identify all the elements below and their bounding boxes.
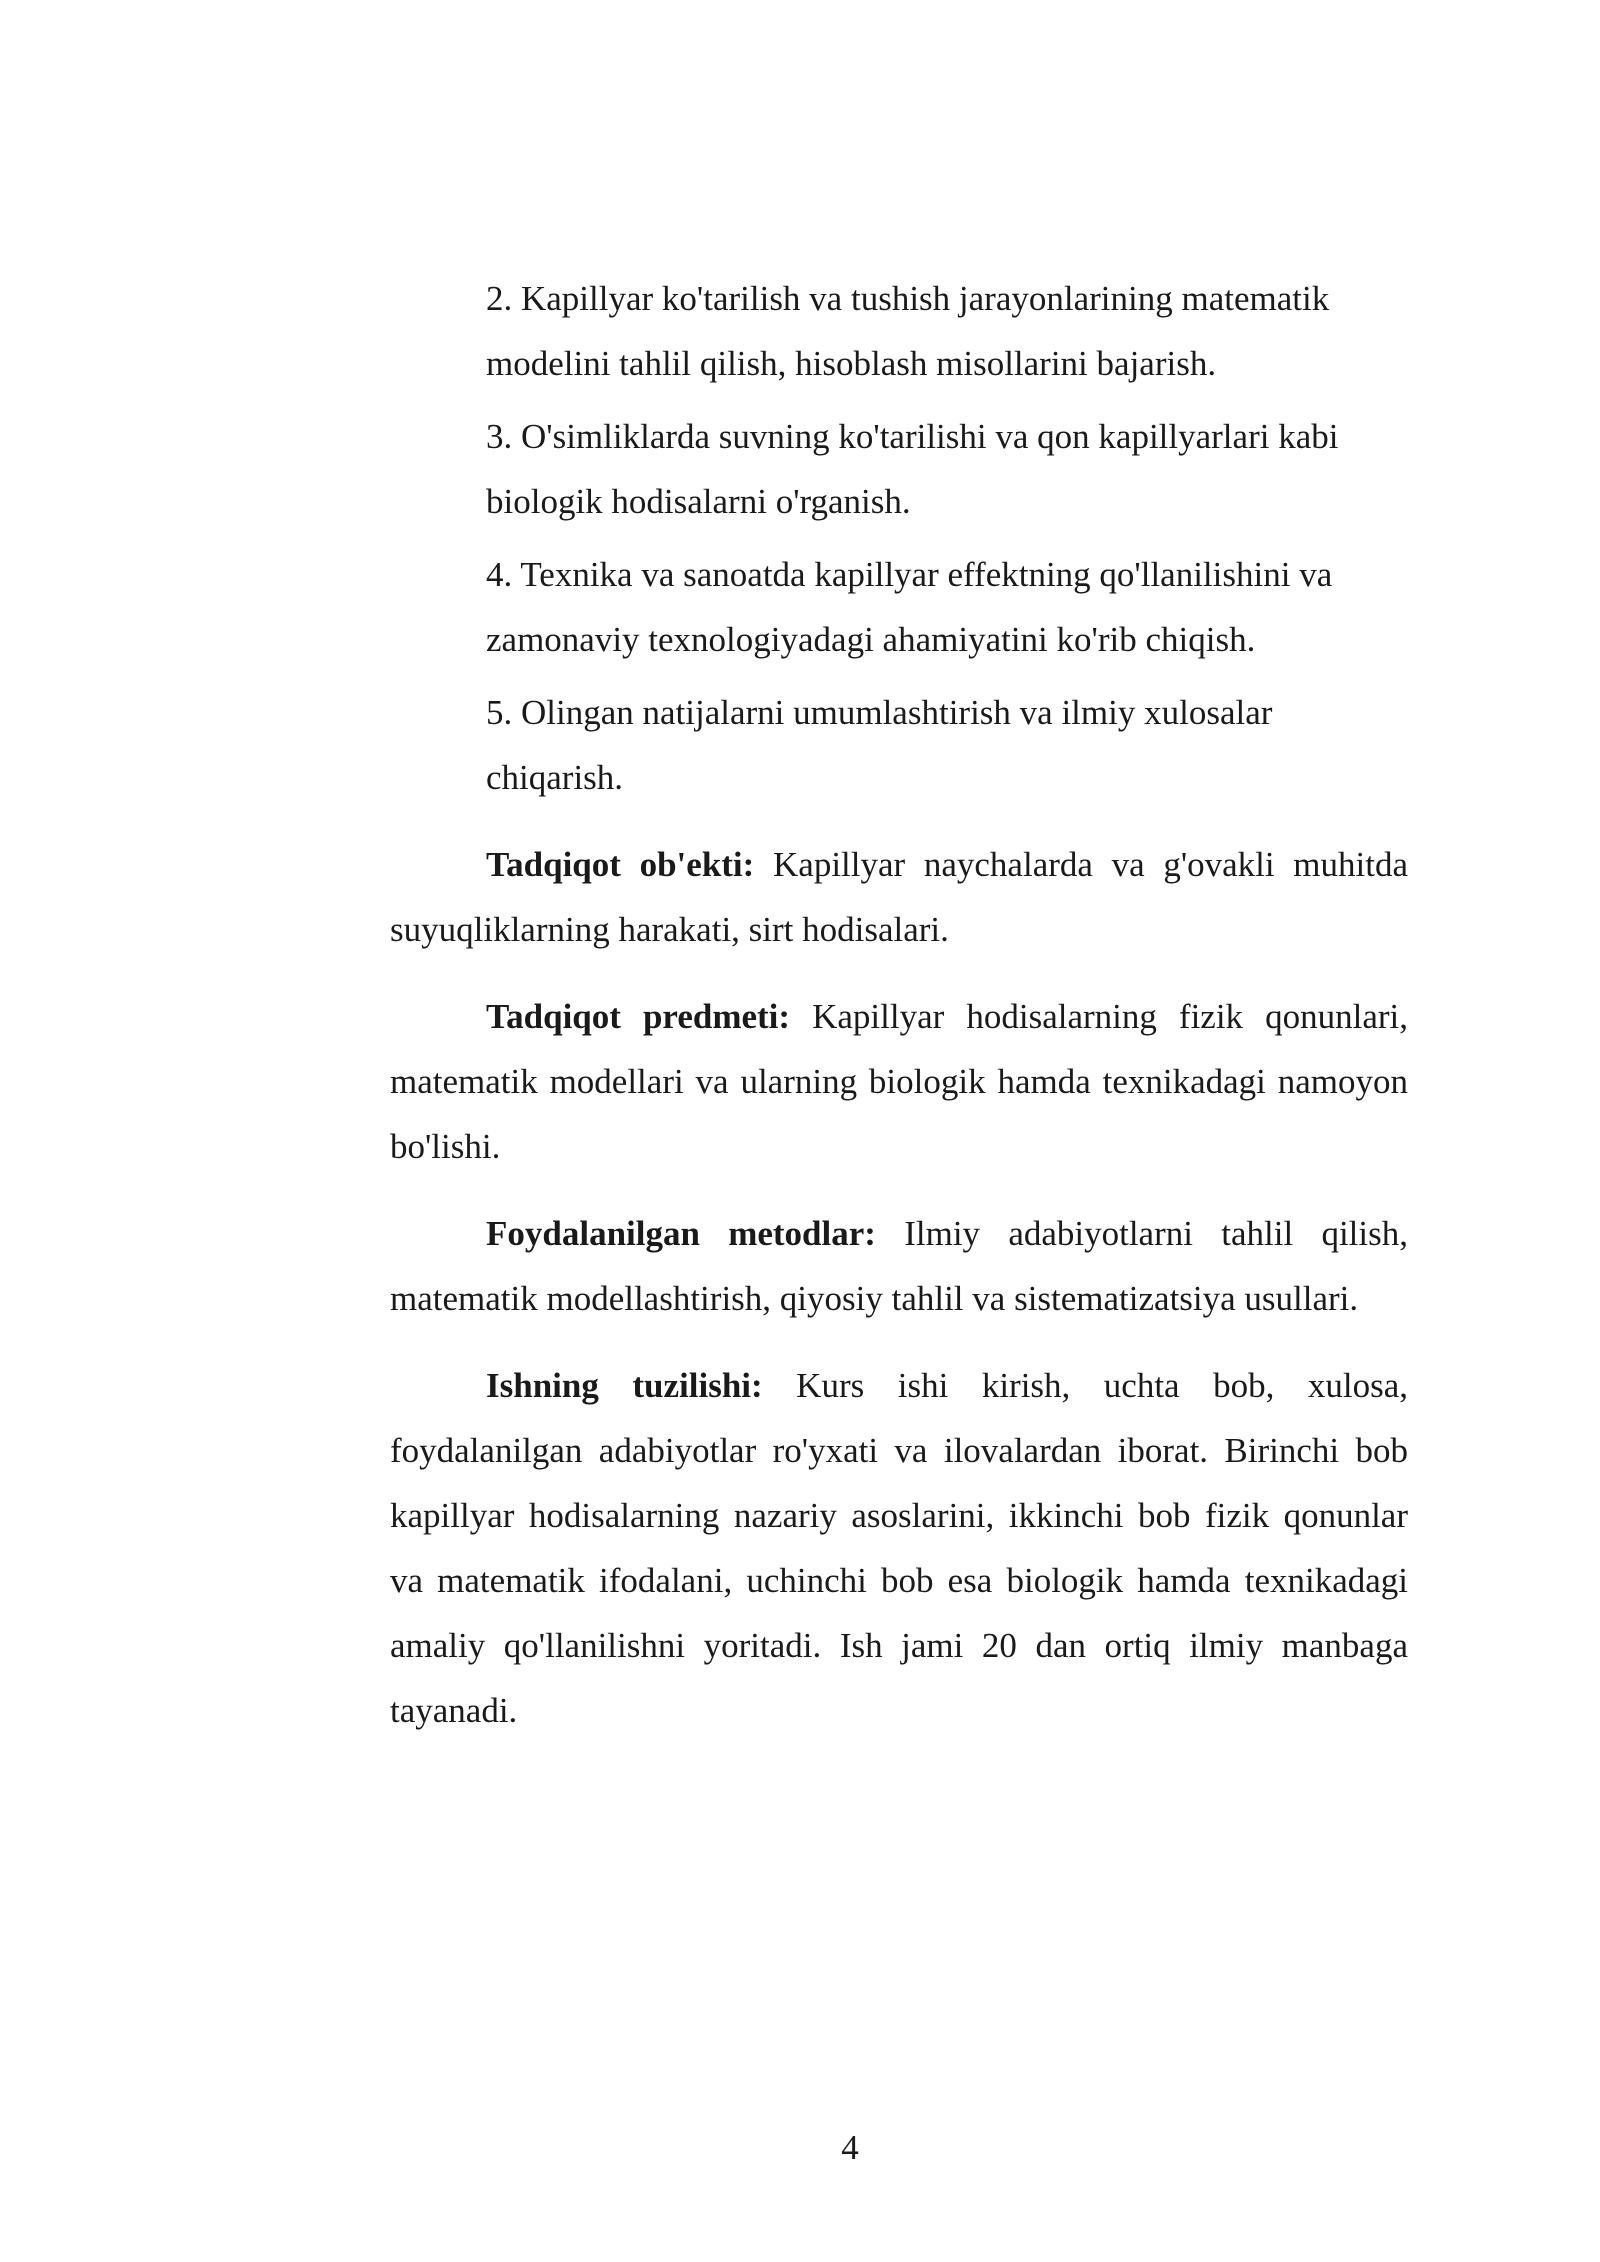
- research-object-label: Tadqiqot ob'ekti:: [486, 845, 755, 884]
- research-object-paragraph: [390, 832, 1408, 962]
- list-item-4: 4. Texnika va sanoatda kapillyar effektning qo'llanilishini va zamonaviy texnologiyadagi ahamiyatini ko'rib chiqish.: [486, 555, 1333, 659]
- methods-text: Ilmiy adabiyotlarni tahlil qilish, matematik modellashtirish, qiyosiy tahlil va sistematizatsiya usullari.: [390, 1214, 1408, 1318]
- methods-paragraph: [390, 1201, 1408, 1331]
- page-number: 4: [841, 2128, 859, 2167]
- page-body: [390, 266, 1408, 1743]
- list-item-5: 5. Olingan natijalarni umumlashtirish va ilmiy xulosalar chiqarish.: [486, 693, 1273, 797]
- work-structure-paragraph: [390, 1353, 1408, 1743]
- research-object-text: Kapillyar naychalarda va g'ovakli muhitda suyuqliklarning harakati, sirt hodisalari.: [390, 845, 1408, 949]
- research-subject-text: Kapillyar hodisalarning fizik qonunlari, matematik modellari va ularning biologik hamda texnikadagi namoyon bo'lishi.: [390, 997, 1409, 1166]
- methods-label: Foydalanilgan metodlar:: [486, 1214, 876, 1253]
- list-item-3: 3. O'simliklarda suvning ko'tarilishi va qon kapillyarlari kabi biologik hodisalarni o'rganish.: [486, 417, 1339, 521]
- work-structure-text: Kurs ishi kirish, uchta bob, xulosa, foydalanilgan adabiyotlar ro'yxati va ilovalardan iborat. Birinchi bob kapillyar hodisalarning nazariy asoslarini, ikkinchi bob fizik qonunlar va matematik ifodalani, uchinchi bob esa biologik hamda texnikadagi amaliy qo'llanilishni yoritadi. Ish jami 20 dan ortiq ilmiy manbaga tayanadi.: [390, 1366, 1408, 1730]
- list-item-2: 2. Kapillyar ko'tarilish va tushish jarayonlarining matematik modelini tahlil qilish, hisoblash misollarini bajarish.: [486, 279, 1330, 383]
- research-subject-label: Tadqiqot predmeti:: [486, 997, 791, 1036]
- work-structure-label: Ishning tuzilishi:: [486, 1366, 763, 1405]
- research-subject-paragraph: [390, 984, 1408, 1179]
